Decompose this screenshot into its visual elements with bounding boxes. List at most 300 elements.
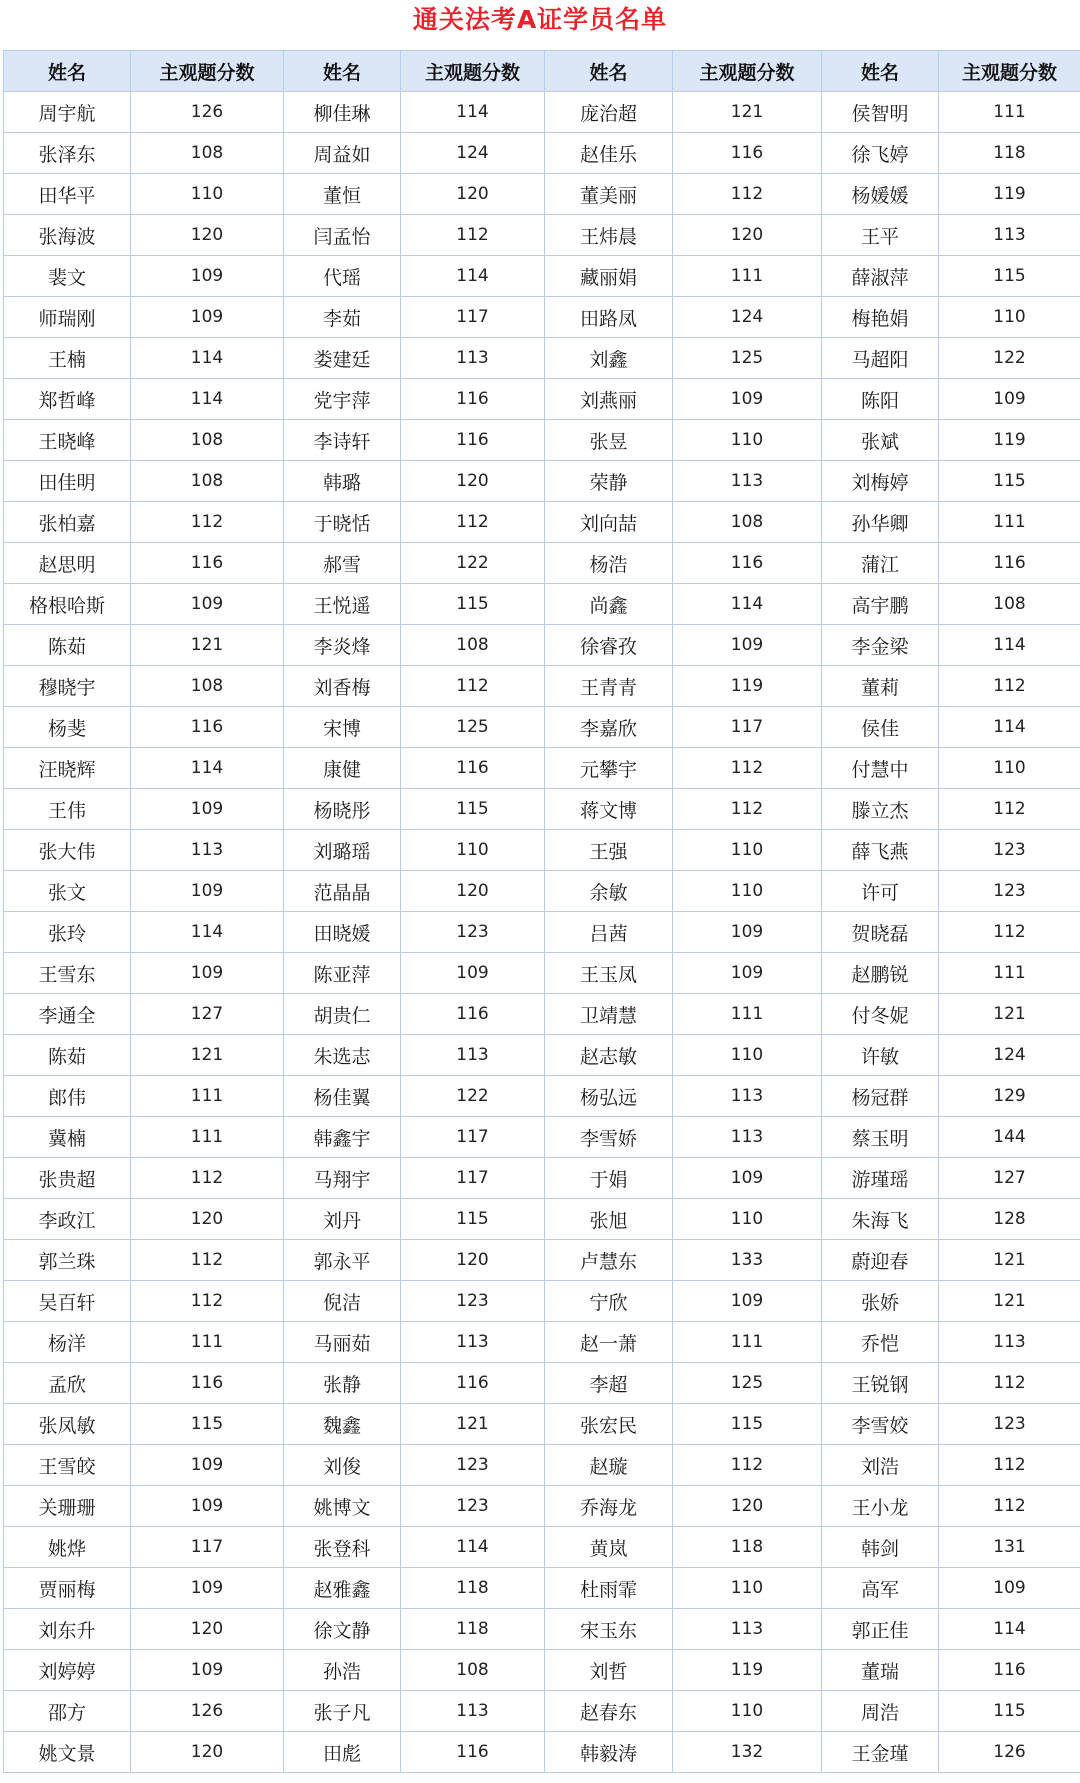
score-cell: 113 [673, 461, 822, 502]
name-cell: 张海波 [4, 215, 131, 256]
table-row [4, 1527, 1080, 1568]
name-cell: 李通全 [4, 994, 131, 1035]
name-cell: 田路凤 [545, 297, 673, 338]
table-row [4, 666, 1080, 707]
table-row [4, 1732, 1080, 1773]
name-cell: 荣静 [545, 461, 673, 502]
score-cell: 109 [673, 953, 822, 994]
score-cell: 109 [131, 256, 284, 297]
name-cell: 陈亚萍 [284, 953, 401, 994]
score-cell: 109 [131, 871, 284, 912]
name-cell: 穆晓宇 [4, 666, 131, 707]
table-row [4, 420, 1080, 461]
column-header-score: 主观题分数 [131, 51, 284, 92]
score-cell: 116 [131, 707, 284, 748]
name-cell: 田彪 [284, 1732, 401, 1773]
score-cell: 113 [673, 1076, 822, 1117]
score-cell: 113 [673, 1609, 822, 1650]
score-cell: 112 [131, 1281, 284, 1322]
name-cell: 李嘉欣 [545, 707, 673, 748]
name-cell: 闫孟怡 [284, 215, 401, 256]
name-cell: 徐文静 [284, 1609, 401, 1650]
name-cell: 韩鑫宇 [284, 1117, 401, 1158]
table-row [4, 461, 1080, 502]
score-cell: 121 [939, 1281, 1080, 1322]
column-header-score: 主观题分数 [401, 51, 545, 92]
score-cell: 108 [131, 461, 284, 502]
score-cell: 110 [673, 1691, 822, 1732]
name-cell: 张昱 [545, 420, 673, 461]
name-cell: 董美丽 [545, 174, 673, 215]
name-cell: 赵一萧 [545, 1322, 673, 1363]
name-cell: 王金瑾 [822, 1732, 939, 1773]
score-cell: 120 [401, 871, 545, 912]
score-cell: 109 [673, 625, 822, 666]
name-cell: 马翔宇 [284, 1158, 401, 1199]
table-row [4, 953, 1080, 994]
table-row [4, 830, 1080, 871]
score-cell: 109 [131, 1650, 284, 1691]
name-cell: 王楠 [4, 338, 131, 379]
score-cell: 118 [401, 1609, 545, 1650]
score-cell: 123 [401, 1486, 545, 1527]
table-row [4, 338, 1080, 379]
score-cell: 108 [939, 584, 1080, 625]
table-row [4, 707, 1080, 748]
score-cell: 114 [401, 256, 545, 297]
name-cell: 郝雪 [284, 543, 401, 584]
score-cell: 127 [131, 994, 284, 1035]
score-cell: 117 [401, 297, 545, 338]
name-cell: 蔚迎春 [822, 1240, 939, 1281]
name-cell: 杨浩 [545, 543, 673, 584]
name-cell: 刘梅婷 [822, 461, 939, 502]
score-cell: 121 [401, 1404, 545, 1445]
name-cell: 余敏 [545, 871, 673, 912]
score-cell: 121 [673, 92, 822, 133]
score-cell: 114 [131, 748, 284, 789]
name-cell: 赵雅鑫 [284, 1568, 401, 1609]
table-row [4, 1650, 1080, 1691]
name-cell: 于娟 [545, 1158, 673, 1199]
name-cell: 王雪皎 [4, 1445, 131, 1486]
name-cell: 娄建廷 [284, 338, 401, 379]
score-cell: 112 [939, 1445, 1080, 1486]
name-cell: 薛淑萍 [822, 256, 939, 297]
score-cell: 111 [939, 502, 1080, 543]
name-cell: 尚鑫 [545, 584, 673, 625]
name-cell: 杨洋 [4, 1322, 131, 1363]
score-cell: 110 [673, 1568, 822, 1609]
score-cell: 110 [939, 297, 1080, 338]
score-cell: 115 [401, 584, 545, 625]
score-cell: 111 [673, 1322, 822, 1363]
score-cell: 116 [939, 1650, 1080, 1691]
score-cell: 114 [131, 338, 284, 379]
table-row [4, 1691, 1080, 1732]
score-cell: 124 [939, 1035, 1080, 1076]
table-row [4, 1568, 1080, 1609]
name-cell: 宋博 [284, 707, 401, 748]
name-cell: 赵鹏锐 [822, 953, 939, 994]
table-row [4, 1404, 1080, 1445]
table-row [4, 994, 1080, 1035]
score-cell: 132 [673, 1732, 822, 1773]
table-row [4, 133, 1080, 174]
score-cell: 119 [939, 174, 1080, 215]
name-cell: 师瑞刚 [4, 297, 131, 338]
table-row [4, 92, 1080, 133]
score-cell: 113 [673, 1117, 822, 1158]
name-cell: 张玲 [4, 912, 131, 953]
score-cell: 120 [131, 1199, 284, 1240]
name-cell: 刘哲 [545, 1650, 673, 1691]
table-row [4, 625, 1080, 666]
name-cell: 郎伟 [4, 1076, 131, 1117]
score-cell: 123 [939, 830, 1080, 871]
score-cell: 120 [673, 1486, 822, 1527]
name-cell: 王锐钢 [822, 1363, 939, 1404]
score-cell: 115 [939, 1691, 1080, 1732]
score-cell: 108 [401, 625, 545, 666]
score-cell: 127 [939, 1158, 1080, 1199]
name-cell: 邵方 [4, 1691, 131, 1732]
score-cell: 109 [131, 297, 284, 338]
name-cell: 徐睿孜 [545, 625, 673, 666]
name-cell: 张泽东 [4, 133, 131, 174]
name-cell: 刘向喆 [545, 502, 673, 543]
table-row [4, 1363, 1080, 1404]
name-cell: 姚博文 [284, 1486, 401, 1527]
name-cell: 冀楠 [4, 1117, 131, 1158]
score-cell: 115 [673, 1404, 822, 1445]
roster-table [3, 50, 1080, 1773]
score-cell: 111 [673, 256, 822, 297]
name-cell: 姚文景 [4, 1732, 131, 1773]
name-cell: 杨斐 [4, 707, 131, 748]
table-row [4, 1076, 1080, 1117]
score-cell: 144 [939, 1117, 1080, 1158]
name-cell: 朱海飞 [822, 1199, 939, 1240]
score-cell: 112 [673, 789, 822, 830]
name-cell: 柳佳琳 [284, 92, 401, 133]
score-cell: 128 [939, 1199, 1080, 1240]
score-cell: 116 [401, 748, 545, 789]
name-cell: 游瑾瑶 [822, 1158, 939, 1199]
name-cell: 代瑶 [284, 256, 401, 297]
score-cell: 109 [131, 584, 284, 625]
score-cell: 120 [131, 1609, 284, 1650]
name-cell: 侯智明 [822, 92, 939, 133]
name-cell: 王晓峰 [4, 420, 131, 461]
score-cell: 126 [939, 1732, 1080, 1773]
score-cell: 115 [131, 1404, 284, 1445]
name-cell: 田晓媛 [284, 912, 401, 953]
name-cell: 刘丹 [284, 1199, 401, 1240]
score-cell: 108 [131, 420, 284, 461]
score-cell: 116 [401, 420, 545, 461]
name-cell: 杜雨霏 [545, 1568, 673, 1609]
column-header-score: 主观题分数 [939, 51, 1080, 92]
name-cell: 乔海龙 [545, 1486, 673, 1527]
score-cell: 112 [939, 666, 1080, 707]
score-cell: 119 [939, 420, 1080, 461]
score-cell: 118 [939, 133, 1080, 174]
score-cell: 118 [401, 1568, 545, 1609]
score-cell: 116 [673, 543, 822, 584]
table-row [4, 174, 1080, 215]
table-row [4, 379, 1080, 420]
header-row [4, 51, 1080, 92]
score-cell: 114 [939, 625, 1080, 666]
name-cell: 宋玉东 [545, 1609, 673, 1650]
score-cell: 109 [131, 953, 284, 994]
name-cell: 许可 [822, 871, 939, 912]
table-row [4, 1240, 1080, 1281]
score-cell: 115 [401, 789, 545, 830]
score-cell: 112 [401, 215, 545, 256]
table-row [4, 912, 1080, 953]
name-cell: 韩毅涛 [545, 1732, 673, 1773]
name-cell: 李茹 [284, 297, 401, 338]
table-row [4, 1609, 1080, 1650]
name-cell: 孟欣 [4, 1363, 131, 1404]
name-cell: 高宇鹏 [822, 584, 939, 625]
score-cell: 123 [939, 871, 1080, 912]
name-cell: 藏丽娟 [545, 256, 673, 297]
score-cell: 110 [131, 174, 284, 215]
score-cell: 112 [939, 1363, 1080, 1404]
name-cell: 乔恺 [822, 1322, 939, 1363]
score-cell: 115 [401, 1199, 545, 1240]
score-cell: 122 [939, 338, 1080, 379]
score-cell: 114 [939, 707, 1080, 748]
name-cell: 杨冠群 [822, 1076, 939, 1117]
name-cell: 孙浩 [284, 1650, 401, 1691]
score-cell: 108 [401, 1650, 545, 1691]
name-cell: 吕茜 [545, 912, 673, 953]
name-cell: 蔡玉明 [822, 1117, 939, 1158]
score-cell: 125 [401, 707, 545, 748]
name-cell: 薛飞燕 [822, 830, 939, 871]
score-cell: 123 [401, 1281, 545, 1322]
score-cell: 108 [673, 502, 822, 543]
name-cell: 格根哈斯 [4, 584, 131, 625]
score-cell: 113 [401, 338, 545, 379]
score-cell: 126 [131, 1691, 284, 1732]
column-header-name: 姓名 [822, 51, 939, 92]
name-cell: 周宇航 [4, 92, 131, 133]
score-cell: 108 [131, 133, 284, 174]
name-cell: 刘香梅 [284, 666, 401, 707]
name-cell: 徐飞婷 [822, 133, 939, 174]
score-cell: 129 [939, 1076, 1080, 1117]
score-cell: 109 [673, 912, 822, 953]
table-row [4, 215, 1080, 256]
score-cell: 122 [401, 1076, 545, 1117]
name-cell: 蒋文博 [545, 789, 673, 830]
score-cell: 121 [131, 625, 284, 666]
name-cell: 郭正佳 [822, 1609, 939, 1650]
name-cell: 贾丽梅 [4, 1568, 131, 1609]
score-cell: 117 [401, 1158, 545, 1199]
name-cell: 董瑞 [822, 1650, 939, 1691]
score-cell: 120 [131, 215, 284, 256]
column-header-name: 姓名 [4, 51, 131, 92]
score-cell: 120 [401, 1240, 545, 1281]
score-cell: 111 [131, 1117, 284, 1158]
name-cell: 魏鑫 [284, 1404, 401, 1445]
name-cell: 李金梁 [822, 625, 939, 666]
name-cell: 王平 [822, 215, 939, 256]
score-cell: 111 [131, 1322, 284, 1363]
name-cell: 卢慧东 [545, 1240, 673, 1281]
name-cell: 赵春东 [545, 1691, 673, 1732]
score-cell: 111 [673, 994, 822, 1035]
score-cell: 133 [673, 1240, 822, 1281]
page-title: 通关法考A证学员名单 [412, 5, 668, 34]
name-cell: 刘俊 [284, 1445, 401, 1486]
score-cell: 112 [401, 502, 545, 543]
name-cell: 宁欣 [545, 1281, 673, 1322]
table-row [4, 1035, 1080, 1076]
table-row [4, 1322, 1080, 1363]
table-row [4, 1486, 1080, 1527]
name-cell: 张贵超 [4, 1158, 131, 1199]
name-cell: 付冬妮 [822, 994, 939, 1035]
score-cell: 120 [401, 174, 545, 215]
score-cell: 120 [131, 1732, 284, 1773]
score-cell: 112 [673, 1445, 822, 1486]
name-cell: 王伟 [4, 789, 131, 830]
name-cell: 周益如 [284, 133, 401, 174]
score-cell: 112 [673, 174, 822, 215]
name-cell: 关珊珊 [4, 1486, 131, 1527]
table-row [4, 1117, 1080, 1158]
name-cell: 康健 [284, 748, 401, 789]
score-cell: 110 [673, 830, 822, 871]
name-cell: 赵佳乐 [545, 133, 673, 174]
name-cell: 杨晓彤 [284, 789, 401, 830]
score-cell: 123 [939, 1404, 1080, 1445]
name-cell: 郭永平 [284, 1240, 401, 1281]
column-header-name: 姓名 [284, 51, 401, 92]
score-cell: 112 [131, 1158, 284, 1199]
score-cell: 115 [939, 461, 1080, 502]
score-cell: 116 [401, 379, 545, 420]
table-row [4, 1199, 1080, 1240]
score-cell: 116 [401, 1363, 545, 1404]
name-cell: 付慧中 [822, 748, 939, 789]
name-cell: 郑哲峰 [4, 379, 131, 420]
table-row [4, 256, 1080, 297]
name-cell: 吴百轩 [4, 1281, 131, 1322]
table-row [4, 1281, 1080, 1322]
name-cell: 卫靖慧 [545, 994, 673, 1035]
name-cell: 党宇萍 [284, 379, 401, 420]
name-cell: 董莉 [822, 666, 939, 707]
name-cell: 高军 [822, 1568, 939, 1609]
score-cell: 123 [401, 912, 545, 953]
table-row [4, 297, 1080, 338]
score-cell: 113 [401, 1035, 545, 1076]
table-row [4, 543, 1080, 584]
name-cell: 王雪东 [4, 953, 131, 994]
name-cell: 刘鑫 [545, 338, 673, 379]
name-cell: 王强 [545, 830, 673, 871]
name-cell: 韩剑 [822, 1527, 939, 1568]
score-cell: 121 [939, 1240, 1080, 1281]
name-cell: 梅艳娟 [822, 297, 939, 338]
score-cell: 126 [131, 92, 284, 133]
name-cell: 李诗轩 [284, 420, 401, 461]
score-cell: 110 [939, 748, 1080, 789]
score-cell: 113 [939, 215, 1080, 256]
score-cell: 114 [401, 92, 545, 133]
score-cell: 116 [401, 1732, 545, 1773]
score-cell: 109 [939, 379, 1080, 420]
score-cell: 114 [131, 912, 284, 953]
name-cell: 张静 [284, 1363, 401, 1404]
table-row [4, 1445, 1080, 1486]
name-cell: 汪晓辉 [4, 748, 131, 789]
name-cell: 蒲江 [822, 543, 939, 584]
name-cell: 张凤敏 [4, 1404, 131, 1445]
score-cell: 109 [131, 1445, 284, 1486]
table-row [4, 502, 1080, 543]
name-cell: 张大伟 [4, 830, 131, 871]
name-cell: 张斌 [822, 420, 939, 461]
score-cell: 113 [939, 1322, 1080, 1363]
score-cell: 111 [131, 1076, 284, 1117]
name-cell: 贺晓磊 [822, 912, 939, 953]
table-row [4, 584, 1080, 625]
score-cell: 116 [131, 543, 284, 584]
name-cell: 陈茹 [4, 625, 131, 666]
score-cell: 112 [939, 1486, 1080, 1527]
score-cell: 121 [939, 994, 1080, 1035]
name-cell: 姚烨 [4, 1527, 131, 1568]
column-header-name: 姓名 [545, 51, 673, 92]
name-cell: 陈茹 [4, 1035, 131, 1076]
score-cell: 112 [131, 502, 284, 543]
name-cell: 张柏嘉 [4, 502, 131, 543]
score-cell: 116 [939, 543, 1080, 584]
name-cell: 韩璐 [284, 461, 401, 502]
score-cell: 117 [673, 707, 822, 748]
score-cell: 111 [939, 92, 1080, 133]
name-cell: 张宏民 [545, 1404, 673, 1445]
name-cell: 王小龙 [822, 1486, 939, 1527]
score-cell: 109 [673, 1158, 822, 1199]
score-cell: 109 [131, 1486, 284, 1527]
name-cell: 王青青 [545, 666, 673, 707]
name-cell: 田佳明 [4, 461, 131, 502]
name-cell: 刘婷婷 [4, 1650, 131, 1691]
name-cell: 于晓恬 [284, 502, 401, 543]
name-cell: 周浩 [822, 1691, 939, 1732]
name-cell: 张娇 [822, 1281, 939, 1322]
score-cell: 109 [673, 379, 822, 420]
score-cell: 108 [131, 666, 284, 707]
score-cell: 120 [673, 215, 822, 256]
score-cell: 110 [673, 871, 822, 912]
score-cell: 109 [131, 1568, 284, 1609]
name-cell: 胡贵仁 [284, 994, 401, 1035]
name-cell: 杨弘远 [545, 1076, 673, 1117]
score-cell: 110 [673, 1199, 822, 1240]
column-header-score: 主观题分数 [673, 51, 822, 92]
